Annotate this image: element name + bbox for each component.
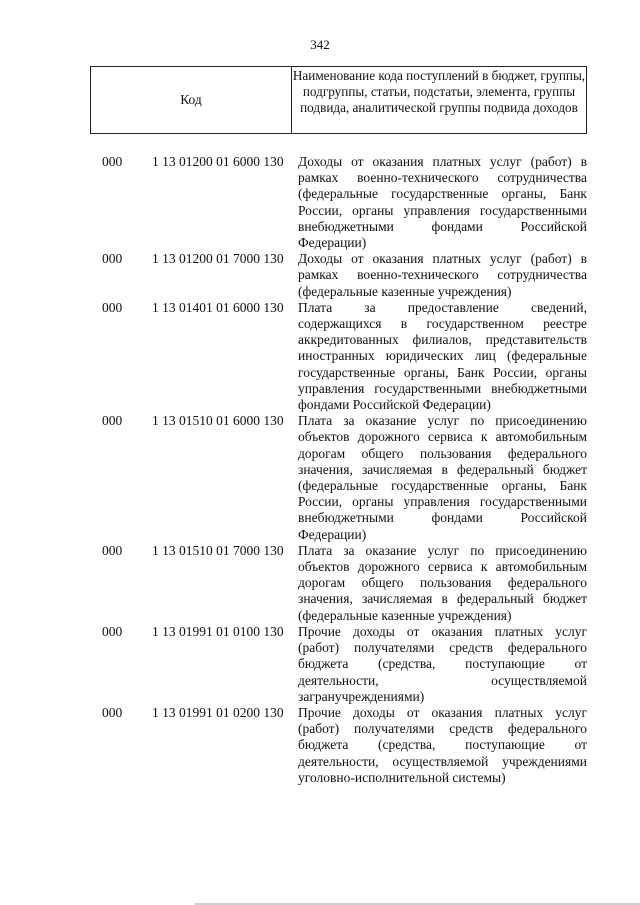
code-list bbox=[0, 154, 640, 786]
row-admin-code: 000 bbox=[102, 299, 123, 315]
row-admin-code: 000 bbox=[102, 413, 123, 429]
table-row bbox=[0, 413, 640, 543]
row-income-name: Прочие доходы от оказания платных услуг (работ) получателями средств федерального бюджета (средства, поступающие от деятельности, осуществляемой загранучреждениями) bbox=[298, 623, 587, 704]
page-number: 342 bbox=[310, 37, 330, 52]
row-admin-code: 000 bbox=[102, 154, 123, 169]
header-name: Наименование кода поступлений в бюджет, группы, подгруппы, статьи, подстатьи, элемента, группы подвида, аналитической группы подвида доходов bbox=[292, 68, 586, 115]
table-row bbox=[0, 154, 640, 251]
row-income-name: Прочие доходы от оказания платных услуг (работ) получателями средств федерального бюджета (средства, поступающие от деятельности, осуществляемой учреждениями уголовно-исполнительной системы) bbox=[298, 704, 587, 785]
table-row bbox=[0, 543, 640, 624]
row-admin-code: 000 bbox=[102, 704, 123, 720]
row-income-name: Доходы от оказания платных услуг (работ) в рамках военно-технического сотрудничества (федеральные государственные органы, Банк России, органы управления государственными внебюджетными фондами Российской Федерации) bbox=[298, 154, 587, 251]
row-income-code: 1 13 01401 01 6000 130 bbox=[152, 299, 284, 315]
row-income-code: 1 13 01991 01 0200 130 bbox=[152, 704, 284, 720]
row-income-name: Доходы от оказания платных услуг (работ) в рамках военно-технического сотрудничества (федеральные казенные учреждения) bbox=[298, 251, 587, 299]
row-income-name: Плата за предоставление сведений, содержащихся в государственном реестре аккредитованных филиалов, представительств иностранных юридических лиц (федеральные государственные органы, Банк России, органы управления государственными внебюджетными фондами Российской Федерации) bbox=[298, 299, 587, 413]
row-income-code: 1 13 01200 01 7000 130 bbox=[152, 251, 284, 267]
row-income-name: Плата за оказание услуг по присоединению объектов дорожного сервиса к автомобильным дорогам общего пользования федерального значения, зачисляемая в федеральный бюджет (федеральные казенные учреждения) bbox=[298, 542, 587, 623]
table-row bbox=[0, 300, 640, 413]
table-header bbox=[90, 66, 587, 134]
row-income-name: Плата за оказание услуг по присоединению объектов дорожного сервиса к автомобильным дорогам общего пользования федерального значения, зачисляемая в федеральный бюджет (федеральные государственные органы, Банк России, органы управления государственными внебюджетными фондами Российской Федерации) bbox=[298, 413, 587, 542]
header-kod: Код bbox=[91, 67, 292, 133]
row-admin-code: 000 bbox=[102, 542, 123, 558]
row-admin-code: 000 bbox=[102, 251, 123, 267]
row-income-code: 1 13 01510 01 6000 130 bbox=[152, 413, 284, 429]
table-row bbox=[0, 705, 640, 786]
row-income-code: 1 13 01991 01 0100 130 bbox=[152, 623, 284, 639]
row-income-code: 1 13 01510 01 7000 130 bbox=[152, 542, 284, 558]
row-admin-code: 000 bbox=[102, 623, 123, 639]
table-row bbox=[0, 624, 640, 705]
row-income-code: 1 13 01200 01 6000 130 bbox=[152, 154, 284, 169]
table-row bbox=[0, 251, 640, 300]
